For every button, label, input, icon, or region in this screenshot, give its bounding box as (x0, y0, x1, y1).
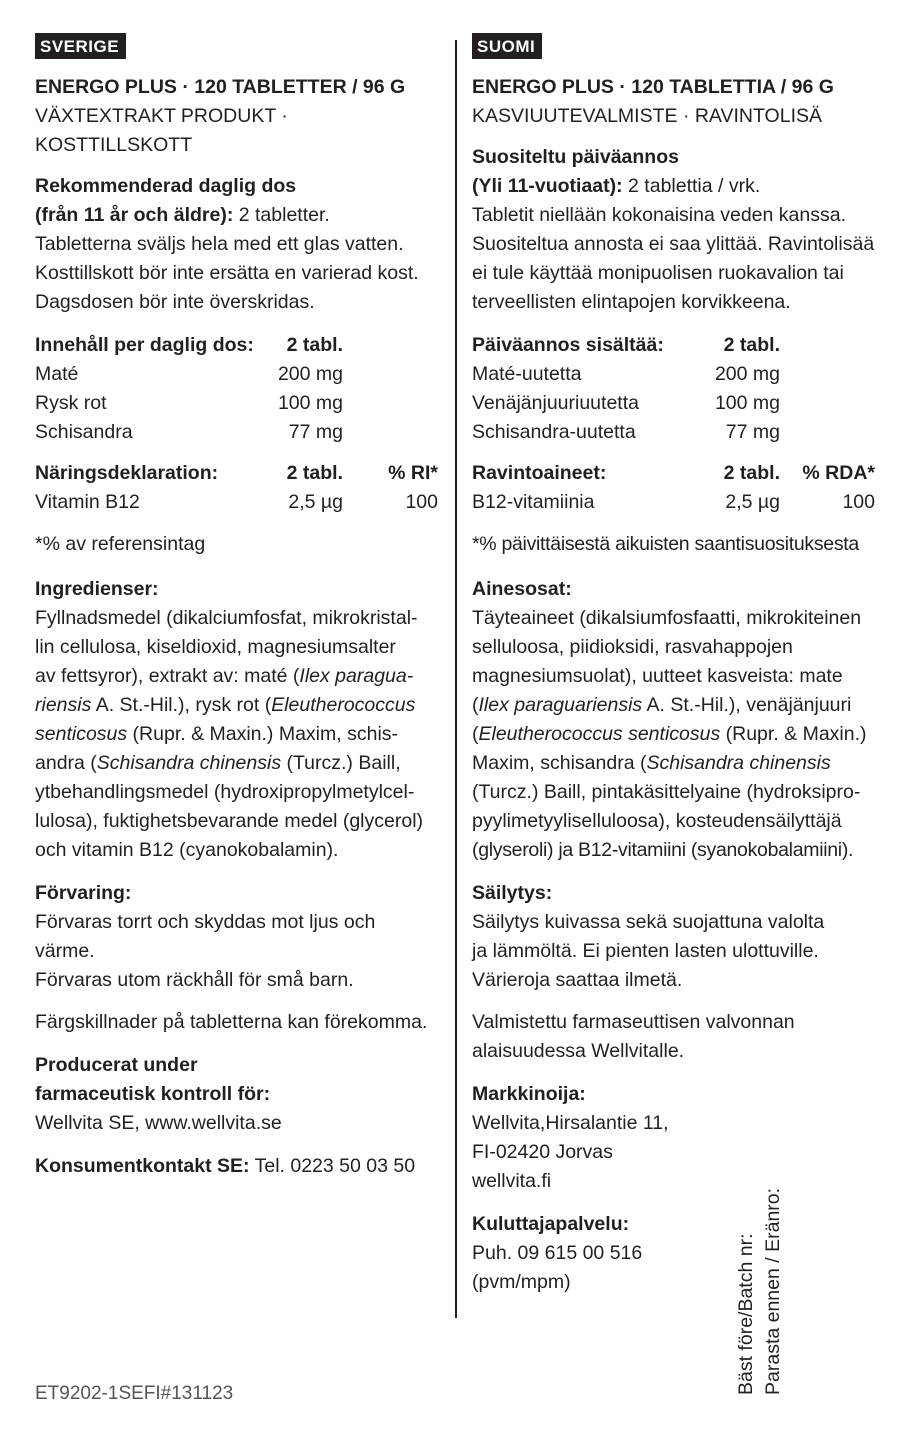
latin-name: Schisandra chinensis (646, 752, 831, 774)
dosage-heading: Suositeltu päiväannos (472, 146, 679, 168)
nutrition-table (472, 459, 875, 517)
ingredients-section (472, 575, 877, 865)
table-cell: Venäjänjuuriuutetta (472, 392, 639, 414)
ingredients-text: magnesiumsuolat), uutteet kasveista: mate (472, 665, 843, 687)
table-header-row (472, 459, 875, 488)
storage-text: ja lämmöltä. Ei pienten lasten ulottuville. (472, 940, 819, 962)
table-cell: Vitamin B12 (35, 491, 140, 513)
table-row (35, 389, 343, 418)
product-line: ENERGO PLUS · 120 TABLETTER / 96 G (35, 76, 406, 98)
table-header-cell: % RI* (388, 462, 438, 484)
table-cell: 2,5 µg (288, 491, 343, 513)
producer-heading: farmaceutisk kontroll för: (35, 1083, 271, 1105)
product-subtitle: KASVIUUTEVALMISTE · RAVINTOLISÄ (472, 105, 823, 127)
consumer-service-section (472, 1210, 877, 1297)
ingredients-text: Maxim, schisandra ( (472, 752, 647, 774)
ingredients-text: ( (472, 723, 479, 745)
contact-label: Konsumentkontakt SE: (35, 1155, 250, 1177)
producer-text: Wellvita SE, www.wellvita.se (35, 1112, 282, 1134)
sweden-column (35, 32, 440, 1181)
dosage-heading: Rekommenderad daglig dos (35, 175, 297, 197)
table-header-row (35, 331, 343, 360)
ingredients-text: selluloosa, piidioksidi, rasvahappojen (472, 636, 793, 658)
table-cell: Maté (35, 363, 79, 385)
dosage-text: ei tule käyttää monipuolisen ruokavalion tai (472, 262, 844, 284)
ingredients-text: andra ( (35, 752, 97, 774)
service-text: Puh. 09 615 00 516 (472, 1242, 643, 1264)
reference-note: *% av referensintag (35, 533, 206, 555)
marketer-heading: Markkinoija: (472, 1083, 586, 1105)
product-line: ENERGO PLUS · 120 TABLETTIA / 96 G (472, 76, 834, 98)
table-header-cell: 2 tabl. (286, 462, 343, 484)
marketer-text: wellvita.fi (472, 1170, 552, 1192)
dosage-amount: 2 tablettia / vrk. (622, 175, 761, 197)
table-header-cell: 2 tabl. (723, 334, 780, 356)
latin-name: Schisandra chinensis (96, 752, 282, 774)
ingredients-text: (glyseroli) ja B12-vitamiini (syanokobalamiini). (472, 839, 854, 861)
table-header-cell: 2 tabl. (723, 462, 780, 484)
best-before-fi: Parasta ennen / Eränro: (762, 1187, 784, 1395)
latin-name: Eleutherococcus senticosus (478, 723, 721, 745)
table-cell: 100 mg (277, 392, 343, 414)
manufactured-note (472, 1008, 877, 1066)
storage-text: Förvaras torrt och skyddas mot ljus och värme. (35, 911, 376, 962)
manufactured-text: alaisuudessa Wellvitalle. (472, 1040, 685, 1062)
marketer-text: FI-02420 Jorvas (472, 1141, 613, 1163)
storage-text: Förvaras utom räckhåll för små barn. (35, 969, 354, 991)
latin-name: riensis (35, 694, 92, 716)
ingredients-text: pyylimetyyliselluloosa), kosteudensäilyttäjä (472, 810, 842, 832)
table-cell: Maté-uutetta (472, 363, 582, 385)
table-header-row (35, 459, 438, 488)
storage-heading: Säilytys: (472, 882, 553, 904)
table-cell: 100 (405, 491, 438, 513)
dosage-amount: 2 tabletter. (233, 204, 330, 226)
latin-name: senticosus (35, 723, 128, 745)
ingredients-heading: Ainesosat: (472, 578, 572, 600)
product-code: ET9202-1SEFI#131123 (35, 1383, 234, 1404)
table-header-cell: % RDA* (802, 462, 875, 484)
storage-text: Säilytys kuivassa sekä suojattuna valolta (472, 911, 825, 933)
best-before-sv: Bäst före/Batch nr: (735, 1233, 757, 1395)
ingredients-text: (Rupr. & Maxin.) Maxim, schis- (127, 723, 399, 745)
finland-column (472, 32, 877, 1297)
dosage-section (472, 143, 877, 317)
table-header-cell: Ravintoaineet: (472, 462, 607, 484)
storage-section (35, 879, 440, 995)
column-divider (455, 40, 457, 1318)
service-text: (pvm/mpm) (472, 1271, 571, 1293)
ingredients-section (35, 575, 440, 865)
table-cell: B12-vitamiinia (472, 491, 595, 513)
table-cell: 77 mg (288, 421, 343, 443)
table-cell: Schisandra (35, 421, 133, 443)
table-header-cell: Päiväannos sisältää: (472, 334, 664, 356)
producer-heading: Producerat under (35, 1054, 198, 1076)
table-cell: 77 mg (725, 421, 780, 443)
table-row (472, 360, 780, 389)
storage-text: Värieroja saattaa ilmetä. (472, 969, 683, 991)
batch-best-before-label (733, 1188, 787, 1395)
table-row (35, 418, 343, 447)
ingredients-text: A. St.-Hil.), rysk rot ( (91, 694, 272, 716)
table-row (35, 488, 438, 517)
ingredients-heading: Ingredienser: (35, 578, 159, 600)
dosage-section (35, 172, 440, 317)
producer-section (35, 1051, 440, 1138)
ingredients-text: (Rupr. & Maxin.) (720, 723, 867, 745)
table-header-cell: Innehåll per daglig dos: (35, 334, 254, 356)
ingredients-text: Fyllnadsmedel (dikalciumfosfat, mikrokristal- (35, 607, 418, 629)
latin-name: Eleutherococcus (271, 694, 416, 716)
ingredients-text: och vitamin B12 (cyanokobalamin). (35, 839, 339, 861)
storage-section (472, 879, 877, 995)
table-cell: Rysk rot (35, 392, 107, 414)
table-header-cell: Näringsdeklaration: (35, 462, 219, 484)
ingredients-text: lulosa), fuktighetsbevarande medel (glycerol) (35, 810, 424, 832)
table-row (472, 488, 875, 517)
marketer-section (472, 1080, 877, 1196)
latin-name: Ilex paraguariensis (478, 694, 643, 716)
dosage-text: Dagsdosen bör inte överskridas. (35, 291, 315, 313)
table-cell: Schisandra-uutetta (472, 421, 636, 443)
dosage-text: Tabletterna sväljs hela med ett glas vatten. (35, 233, 404, 255)
ingredients-text: (Turcz.) Baill, pintakäsittelyaine (hydroksipro- (472, 781, 861, 803)
ingredients-text: lin cellulosa, kiseldioxid, magnesiumsalter (35, 636, 396, 658)
nutrition-table (35, 459, 438, 517)
table-header-cell: 2 tabl. (286, 334, 343, 356)
dosage-age: (Yli 11-vuotiaat): (472, 175, 623, 197)
color-note: Färgskillnader på tabletterna kan förekomma. (35, 1011, 428, 1033)
table-cell: 200 mg (277, 363, 343, 385)
content-table (35, 331, 343, 447)
ingredients-text: A. St.-Hil.), venäjänjuuri (642, 694, 852, 716)
storage-heading: Förvaring: (35, 882, 132, 904)
language-badge-sweden: SVERIGE (35, 33, 126, 59)
ingredients-text: (Turcz.) Baill, (281, 752, 401, 774)
ingredients-text: ( (472, 694, 479, 716)
ingredients-text: av fettsyror), extrakt av: maté ( (35, 665, 300, 687)
table-cell: 2,5 µg (725, 491, 780, 513)
marketer-text: Wellvita,Hirsalantie 11, (472, 1112, 669, 1134)
table-cell: 100 mg (714, 392, 780, 414)
table-row (472, 389, 780, 418)
dosage-text: Suositeltua annosta ei saa ylittää. Ravintolisää (472, 233, 875, 255)
content-table (472, 331, 780, 447)
ingredients-text: ytbehandlingsmedel (hydroxipropylmetylcel- (35, 781, 415, 803)
table-cell: 200 mg (714, 363, 780, 385)
dosage-text: terveellisten elintapojen korvikkeena. (472, 291, 791, 313)
reference-note: *% päivittäisestä aikuisten saantisuosituksesta (472, 533, 859, 555)
table-header-row (472, 331, 780, 360)
service-heading: Kuluttajapalvelu: (472, 1213, 630, 1235)
manufactured-text: Valmistettu farmaseuttisen valvonnan (472, 1011, 795, 1033)
table-cell: 100 (842, 491, 875, 513)
dosage-text: Tabletit niellään kokonaisina veden kanssa. (472, 204, 846, 226)
language-badge-finland: SUOMI (472, 33, 542, 59)
contact-phone: Tel. 0223 50 03 50 (249, 1155, 416, 1177)
dosage-age: (från 11 år och äldre): (35, 204, 234, 226)
product-subtitle: VÄXTEXTRAKT PRODUKT · KOSTTILLSKOTT (35, 105, 288, 156)
ingredients-text: Täyteaineet (dikalsiumfosfaatti, mikrokiteinen (472, 607, 862, 629)
consumer-contact (35, 1152, 440, 1181)
table-row (472, 418, 780, 447)
latin-name: Ilex paragua- (299, 665, 414, 687)
table-row (35, 360, 343, 389)
dosage-text: Kosttillskott bör inte ersätta en varierad kost. (35, 262, 419, 284)
